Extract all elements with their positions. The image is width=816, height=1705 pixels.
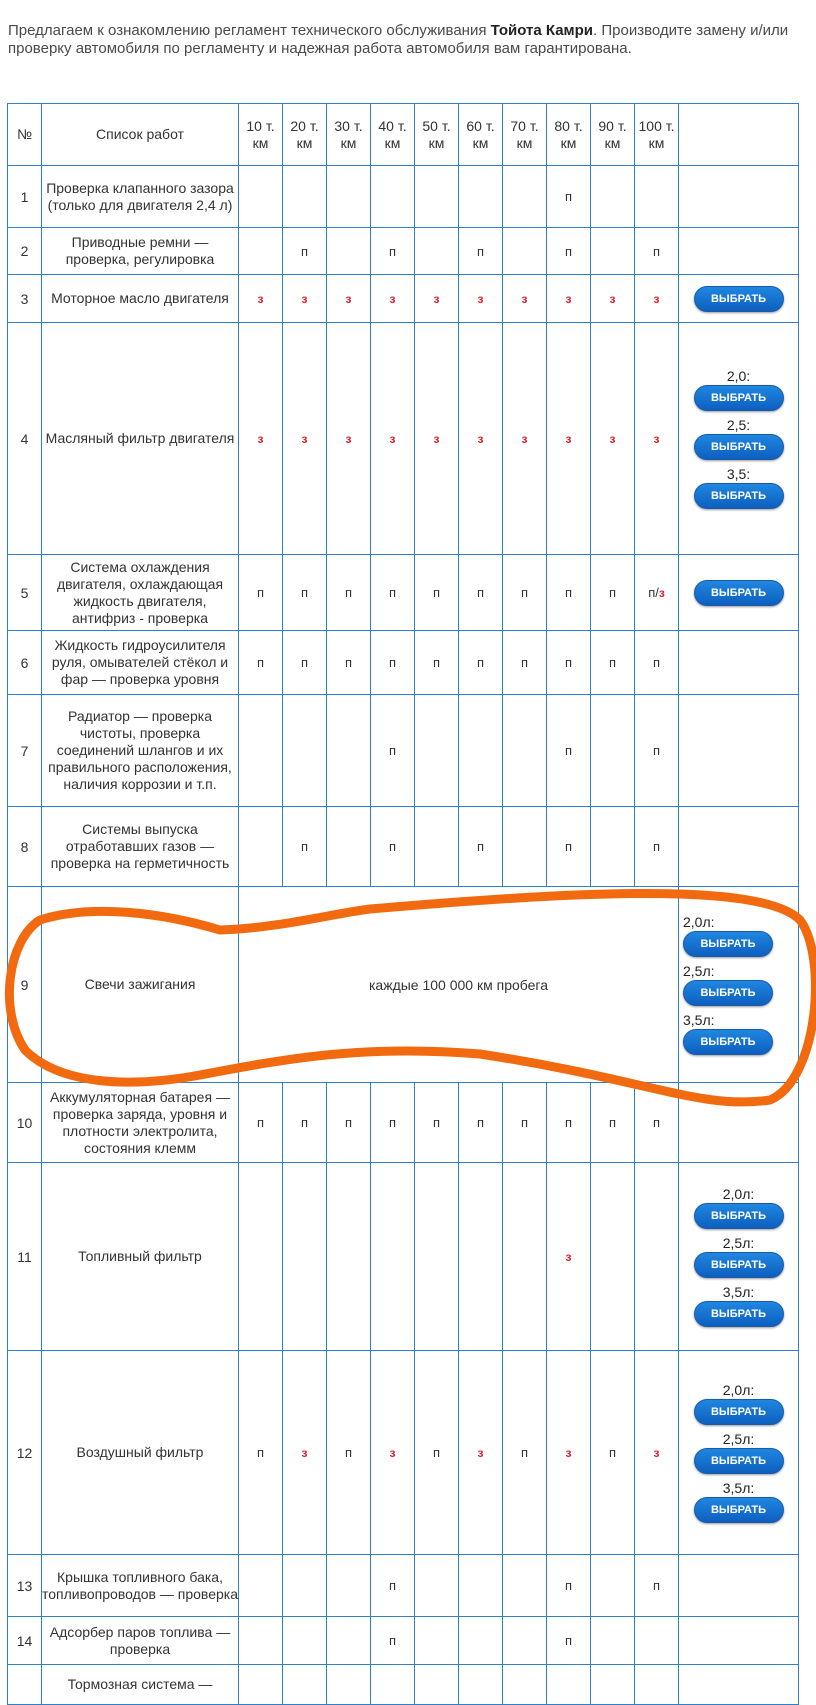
replace-mark: з	[389, 1446, 396, 1460]
mileage-mark	[283, 323, 327, 555]
volume-group	[679, 1379, 798, 1428]
mileage-mark: п	[503, 555, 547, 631]
replace-mark: з	[389, 292, 396, 306]
volume-group	[679, 1183, 798, 1232]
mileage-mark: п	[635, 228, 679, 275]
car-model: Тойота Камри	[490, 22, 594, 39]
mileage-mark: п	[547, 695, 591, 807]
mileage-mark: п	[591, 555, 635, 631]
row-number: 10	[8, 1083, 42, 1163]
work-name: Свечи зажигания	[42, 887, 239, 1083]
mileage-mark: п	[547, 1617, 591, 1665]
work-name: Системы выпуска отработавших газов — проверка на герметичность	[42, 807, 239, 887]
header-mileage: 100 т. км	[635, 104, 679, 166]
row-number: 9	[8, 887, 42, 1083]
select-button[interactable]: ВЫБРАТЬ	[694, 580, 784, 606]
header-mileage: 50 т. км	[415, 104, 459, 166]
mileage-mark: п	[371, 1617, 415, 1665]
mileage-mark	[591, 807, 635, 887]
mileage-mark	[547, 1163, 591, 1351]
select-button[interactable]: ВЫБРАТЬ	[694, 286, 784, 312]
table-row	[8, 1351, 799, 1555]
mileage-mark: п	[547, 1555, 591, 1617]
mileage-mark: п	[371, 1083, 415, 1163]
table-row	[8, 275, 799, 323]
engine-volume-label: 2,0:	[726, 368, 751, 384]
mileage-mark	[239, 228, 283, 275]
select-button[interactable]: ВЫБРАТЬ	[694, 1497, 784, 1523]
mileage-mark	[239, 1617, 283, 1665]
engine-volume-label: 2,5л:	[683, 963, 715, 979]
select-button[interactable]: ВЫБРАТЬ	[694, 1252, 784, 1278]
mileage-mark: п	[547, 1083, 591, 1163]
mileage-mark	[591, 695, 635, 807]
table-row	[8, 166, 799, 228]
select-button[interactable]: ВЫБРАТЬ	[694, 483, 784, 509]
mileage-mark	[459, 1351, 503, 1555]
mileage-mark	[283, 1351, 327, 1555]
action-cell	[679, 887, 799, 1083]
row-number: 14	[8, 1617, 42, 1665]
mileage-mark	[415, 1617, 459, 1665]
row-number: 4	[8, 323, 42, 555]
action-cell	[679, 1083, 799, 1163]
mileage-mark	[591, 1555, 635, 1617]
work-name: Адсорбер паров топлива — проверка	[42, 1617, 239, 1665]
mileage-mark	[327, 807, 371, 887]
mileage-mark: п	[591, 1351, 635, 1555]
header-works: Список работ	[42, 104, 239, 166]
mileage-mark	[327, 695, 371, 807]
mileage-mark	[415, 807, 459, 887]
replace-mark: з	[609, 432, 616, 446]
mileage-mark: п	[415, 631, 459, 695]
volume-group	[679, 1428, 798, 1477]
row-number: 7	[8, 695, 42, 807]
mileage-mark	[459, 1665, 503, 1705]
replace-mark: з	[653, 292, 660, 306]
action-cell	[679, 1617, 799, 1665]
replace-mark: з	[521, 292, 528, 306]
mileage-mark	[459, 1617, 503, 1665]
mileage-mark	[371, 166, 415, 228]
mileage-mark	[635, 1665, 679, 1705]
engine-volume-label: 3,5л:	[683, 1012, 715, 1028]
row-number: 3	[8, 275, 42, 323]
table-row	[8, 1665, 799, 1705]
volume-group	[679, 911, 798, 960]
mileage-mark	[547, 275, 591, 323]
mileage-mark: п	[415, 1083, 459, 1163]
mileage-mark	[635, 1163, 679, 1351]
volume-group	[679, 1281, 798, 1330]
mileage-mark: п	[459, 807, 503, 887]
replace-mark: з	[609, 292, 616, 306]
mileage-mark	[635, 323, 679, 555]
mileage-mark: п	[547, 228, 591, 275]
row-number: 8	[8, 807, 42, 887]
mileage-mark: п	[459, 555, 503, 631]
mileage-mark	[635, 1617, 679, 1665]
mileage-mark: п	[327, 1351, 371, 1555]
mileage-mark	[503, 323, 547, 555]
mileage-mark	[591, 323, 635, 555]
mileage-mark: п	[415, 1351, 459, 1555]
row-number: 6	[8, 631, 42, 695]
replace-mark: з	[301, 432, 308, 446]
work-name: Масляный фильтр двигателя	[42, 323, 239, 555]
table-row	[8, 1083, 799, 1163]
mileage-mark	[503, 228, 547, 275]
volume-group	[679, 414, 798, 463]
mileage-mark: п	[371, 555, 415, 631]
action-cell	[679, 228, 799, 275]
mileage-mark	[239, 807, 283, 887]
mileage-mark	[547, 323, 591, 555]
header-mileage: 40 т. км	[371, 104, 415, 166]
replace-mark: з	[658, 586, 665, 600]
replace-mark: з	[345, 432, 352, 446]
mileage-mark: п	[371, 631, 415, 695]
mileage-mark: п	[459, 1083, 503, 1163]
mileage-mark	[459, 1555, 503, 1617]
table-header-row	[8, 104, 799, 166]
volume-group	[679, 960, 798, 1009]
work-name: Крышка топливного бака, топливопроводов — проверка	[42, 1555, 239, 1617]
header-mileage: 60 т. км	[459, 104, 503, 166]
mileage-mark	[415, 1665, 459, 1705]
mileage-mark: п	[547, 555, 591, 631]
mileage-mark: п	[503, 631, 547, 695]
row-number: 11	[8, 1163, 42, 1351]
mileage-mark: п	[547, 807, 591, 887]
mileage-mark	[415, 228, 459, 275]
mileage-mark	[371, 275, 415, 323]
select-button[interactable]: ВЫБРАТЬ	[694, 1203, 784, 1229]
mileage-mark	[415, 1555, 459, 1617]
mileage-mark: п	[635, 807, 679, 887]
engine-volume-label: 2,5л:	[722, 1235, 755, 1251]
mileage-mark	[239, 323, 283, 555]
mileage-mark	[283, 1555, 327, 1617]
mileage-mark	[327, 1665, 371, 1705]
mileage-mark: п	[459, 631, 503, 695]
mileage-mark: п	[371, 1555, 415, 1617]
header-mileage: 80 т. км	[547, 104, 591, 166]
engine-volume-label: 3,5л:	[722, 1284, 755, 1300]
mileage-mark	[591, 166, 635, 228]
replace-mark: з	[345, 292, 352, 306]
mileage-mark	[503, 807, 547, 887]
header-action	[679, 104, 799, 166]
volume-group	[679, 365, 798, 414]
mileage-mark	[503, 1555, 547, 1617]
mileage-mark	[503, 1665, 547, 1705]
replace-mark: з	[653, 1446, 660, 1460]
volume-group	[679, 1477, 798, 1526]
mileage-mark: п	[635, 1555, 679, 1617]
mileage-mark	[283, 695, 327, 807]
mileage-mark	[239, 166, 283, 228]
mileage-mark: п	[327, 631, 371, 695]
select-button[interactable]: ВЫБРАТЬ	[694, 434, 784, 460]
mileage-mark: п	[371, 807, 415, 887]
select-button[interactable]: ВЫБРАТЬ	[694, 1399, 784, 1425]
action-cell	[679, 1351, 799, 1555]
mileage-mark: п	[547, 166, 591, 228]
action-cell	[679, 807, 799, 887]
mileage-mark	[591, 1665, 635, 1705]
mileage-mark	[503, 1617, 547, 1665]
volume-group	[679, 463, 798, 512]
table-row	[8, 323, 799, 555]
row-number: 5	[8, 555, 42, 631]
select-button[interactable]: ВЫБРАТЬ	[683, 1029, 773, 1055]
mileage-mark	[239, 1665, 283, 1705]
table-row	[8, 887, 799, 1083]
mileage-mark: п	[503, 1083, 547, 1163]
mileage-mark: п	[503, 1351, 547, 1555]
table-row	[8, 1163, 799, 1351]
mileage-mark	[459, 1163, 503, 1351]
mileage-mark	[239, 1555, 283, 1617]
work-name: Радиатор — проверка чистоты, проверка соединений шлангов и их правильного расположения, наличия коррозии и т.п.	[42, 695, 239, 807]
action-cell	[679, 323, 799, 555]
mileage-mark: п	[239, 1351, 283, 1555]
mileage-mark	[635, 555, 679, 631]
engine-volume-label: 2,5л:	[722, 1431, 755, 1447]
mileage-mark	[503, 695, 547, 807]
mileage-mark	[239, 275, 283, 323]
mileage-mark	[591, 1617, 635, 1665]
mileage-mark: п	[371, 228, 415, 275]
replace-mark: з	[257, 292, 264, 306]
mileage-mark	[327, 1617, 371, 1665]
replace-mark: з	[257, 432, 264, 446]
mileage-mark: п	[591, 1083, 635, 1163]
replace-mark: з	[433, 292, 440, 306]
mileage-mark	[459, 695, 503, 807]
mileage-mark: п	[283, 228, 327, 275]
header-mileage: 20 т. км	[283, 104, 327, 166]
mileage-mark: п	[283, 555, 327, 631]
engine-volume-label: 2,5:	[726, 417, 751, 433]
mileage-mark	[239, 695, 283, 807]
mileage-mark: п	[283, 807, 327, 887]
mileage-mark	[503, 275, 547, 323]
action-cell	[679, 631, 799, 695]
mileage-mark: п	[635, 1083, 679, 1163]
mileage-mark	[283, 1665, 327, 1705]
mileage-mark	[459, 166, 503, 228]
work-name: Аккумуляторная батарея — проверка заряда, уровня и плотности электролита, состояния клемм	[42, 1083, 239, 1163]
maintenance-table	[7, 103, 799, 1705]
mileage-mark	[415, 275, 459, 323]
header-mileage: 30 т. км	[327, 104, 371, 166]
replace-mark: з	[565, 1446, 572, 1460]
mileage-mark: п	[283, 631, 327, 695]
mileage-mark: п	[591, 631, 635, 695]
mileage-mark: п	[327, 1083, 371, 1163]
row-number: 2	[8, 228, 42, 275]
mileage-mark	[591, 275, 635, 323]
replace-mark: з	[653, 432, 660, 446]
work-name: Тормозная система —	[42, 1665, 239, 1705]
table-row	[8, 695, 799, 807]
mileage-mark	[283, 275, 327, 323]
engine-volume-label: 2,0л:	[722, 1382, 755, 1398]
mileage-mark	[371, 1351, 415, 1555]
mileage-mark	[415, 1163, 459, 1351]
replace-mark: з	[389, 432, 396, 446]
mileage-mark	[635, 166, 679, 228]
header-mileage: 70 т. км	[503, 104, 547, 166]
intro-text: Предлагаем к ознакомлению регламент технического обслуживания Тойота Камри. Производите замену и/или проверку автомобиля по регламенту и надежная работа автомобиля вам гарантирована.	[8, 22, 789, 57]
mileage-mark: п	[239, 1083, 283, 1163]
mileage-mark: п	[459, 228, 503, 275]
select-button[interactable]: ВЫБРАТЬ	[694, 1448, 784, 1474]
action-cell	[679, 275, 799, 323]
mileage-mark: п	[371, 695, 415, 807]
mileage-mark: п	[239, 555, 283, 631]
mileage-mark	[591, 1163, 635, 1351]
replace-mark: з	[565, 292, 572, 306]
mileage-mark	[239, 1163, 283, 1351]
mileage-mark	[327, 323, 371, 555]
action-cell	[679, 695, 799, 807]
select-button[interactable]: ВЫБРАТЬ	[694, 385, 784, 411]
action-cell	[679, 555, 799, 631]
interval-note: каждые 100 000 км пробега	[239, 887, 679, 1083]
mileage-mark: п	[635, 631, 679, 695]
header-num: №	[8, 104, 42, 166]
engine-volume-label: 2,0л:	[722, 1186, 755, 1202]
select-button[interactable]: ВЫБРАТЬ	[683, 931, 773, 957]
mileage-mark: п	[635, 695, 679, 807]
mileage-mark	[415, 323, 459, 555]
mileage-mark	[547, 1351, 591, 1555]
mileage-mark	[283, 1163, 327, 1351]
mileage-mark	[371, 323, 415, 555]
mileage-mark	[503, 166, 547, 228]
table-row	[8, 1555, 799, 1617]
select-button[interactable]: ВЫБРАТЬ	[694, 1301, 784, 1327]
check-mark: п/	[648, 585, 659, 600]
table-row	[8, 555, 799, 631]
mileage-mark	[371, 1665, 415, 1705]
mileage-mark	[415, 166, 459, 228]
mileage-mark	[327, 1555, 371, 1617]
mileage-mark: п	[239, 631, 283, 695]
replace-mark: з	[477, 1446, 484, 1460]
mileage-mark	[635, 275, 679, 323]
engine-volume-label: 3,5:	[726, 466, 751, 482]
mileage-mark	[547, 1665, 591, 1705]
work-name: Проверка клапанного зазора (только для двигателя 2,4 л)	[42, 166, 239, 228]
row-number: 13	[8, 1555, 42, 1617]
mileage-mark	[459, 323, 503, 555]
work-name: Моторное масло двигателя	[42, 275, 239, 323]
work-name: Топливный фильтр	[42, 1163, 239, 1351]
table-row	[8, 807, 799, 887]
mileage-mark	[327, 1163, 371, 1351]
replace-mark: з	[565, 432, 572, 446]
action-cell	[679, 166, 799, 228]
action-cell	[679, 1665, 799, 1705]
table-row	[8, 1617, 799, 1665]
work-name: Жидкость гидроусилителя руля, омывателей стёкол и фар — проверка уровня	[42, 631, 239, 695]
select-button[interactable]: ВЫБРАТЬ	[683, 980, 773, 1006]
replace-mark: з	[521, 432, 528, 446]
action-cell	[679, 1163, 799, 1351]
mileage-mark	[415, 695, 459, 807]
mileage-mark	[459, 275, 503, 323]
mileage-mark	[635, 1351, 679, 1555]
replace-mark: з	[477, 432, 484, 446]
mileage-mark	[327, 228, 371, 275]
header-mileage: 10 т. км	[239, 104, 283, 166]
row-number: 12	[8, 1351, 42, 1555]
mileage-mark	[283, 1617, 327, 1665]
volume-group	[679, 1009, 798, 1058]
row-number	[8, 1665, 42, 1705]
mileage-mark	[327, 166, 371, 228]
work-name: Воздушный фильтр	[42, 1351, 239, 1555]
volume-group	[679, 1232, 798, 1281]
replace-mark: з	[477, 292, 484, 306]
row-number: 1	[8, 166, 42, 228]
action-cell	[679, 1555, 799, 1617]
mileage-mark: п	[547, 631, 591, 695]
table-row	[8, 631, 799, 695]
mileage-mark	[371, 1163, 415, 1351]
replace-mark: з	[301, 1446, 308, 1460]
replace-mark: з	[301, 292, 308, 306]
engine-volume-label: 3,5л:	[722, 1480, 755, 1496]
replace-mark: з	[565, 1250, 572, 1264]
mileage-mark	[591, 228, 635, 275]
mileage-mark: п	[327, 555, 371, 631]
mileage-mark	[283, 166, 327, 228]
replace-mark: з	[433, 432, 440, 446]
mileage-mark: п	[283, 1083, 327, 1163]
mileage-mark: п	[415, 555, 459, 631]
mileage-mark	[503, 1163, 547, 1351]
work-name: Приводные ремни — проверка, регулировка	[42, 228, 239, 275]
header-mileage: 90 т. км	[591, 104, 635, 166]
table-row	[8, 228, 799, 275]
work-name: Система охлаждения двигателя, охлаждающая жидкость двигателя, антифриз - проверка	[42, 555, 239, 631]
engine-volume-label: 2,0л:	[683, 914, 715, 930]
mileage-mark	[327, 275, 371, 323]
